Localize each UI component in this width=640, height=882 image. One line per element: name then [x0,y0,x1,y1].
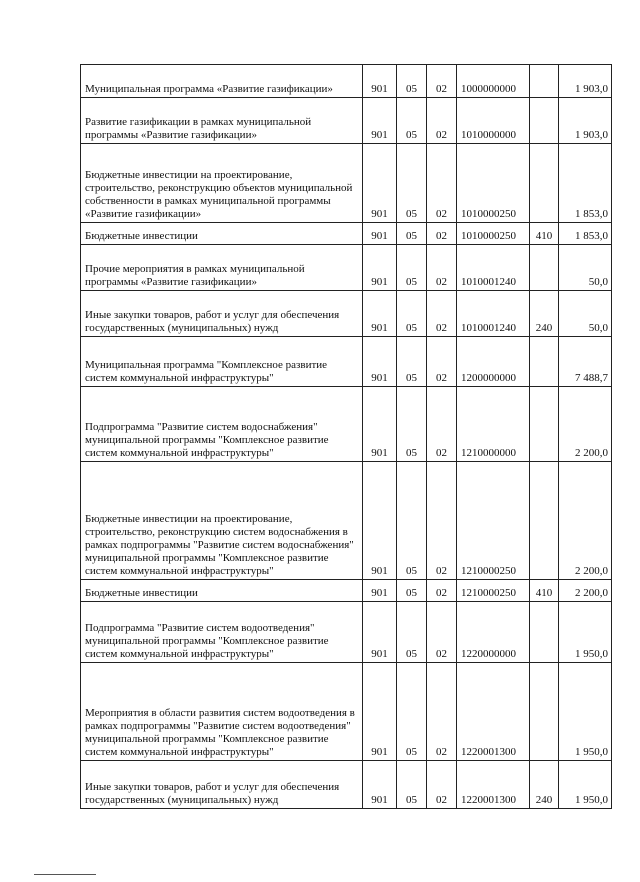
row-section: 05 [397,602,427,663]
row-section: 05 [397,245,427,291]
row-section: 05 [397,337,427,387]
row-name: Прочие мероприятия в рамках муниципальной программы «Развитие газификации» [81,245,363,291]
row-expense-type [530,98,559,144]
row-grbs: 901 [363,98,397,144]
row-target-code: 1220001300 [457,663,530,761]
row-grbs: 901 [363,663,397,761]
row-name: Мероприятия в области развития систем водоотведения в рамках подпрограммы "Развитие систем водоотведения" муниципальной программы "Комплексное развитие систем коммунальной инфраструктуры" [81,663,363,761]
row-section: 05 [397,462,427,580]
row-amount: 1 903,0 [559,98,612,144]
row-subsection: 02 [427,291,457,337]
row-expense-type [530,245,559,291]
row-target-code: 1000000000 [457,65,530,98]
row-subsection: 02 [427,663,457,761]
row-section: 05 [397,98,427,144]
row-subsection: 02 [427,580,457,602]
row-amount: 1 950,0 [559,761,612,809]
budget-table [80,64,612,809]
row-section: 05 [397,65,427,98]
row-section: 05 [397,761,427,809]
table-row [81,337,612,387]
row-section: 05 [397,387,427,462]
row-expense-type [530,65,559,98]
row-subsection: 02 [427,602,457,663]
row-target-code: 1210000250 [457,580,530,602]
table-row [81,761,612,809]
row-name: Бюджетные инвестиции [81,223,363,245]
row-name: Муниципальная программа "Комплексное развитие систем коммунальной инфраструктуры" [81,337,363,387]
row-grbs: 901 [363,65,397,98]
table-row [81,462,612,580]
row-target-code: 1210000000 [457,387,530,462]
row-expense-type [530,462,559,580]
row-target-code: 1200000000 [457,337,530,387]
table-row [81,580,612,602]
row-subsection: 02 [427,65,457,98]
row-section: 05 [397,580,427,602]
row-subsection: 02 [427,761,457,809]
row-target-code: 1210000250 [457,462,530,580]
row-target-code: 1220000000 [457,602,530,663]
row-subsection: 02 [427,223,457,245]
row-amount: 50,0 [559,291,612,337]
footnote-rule [34,874,96,875]
row-name: Бюджетные инвестиции на проектирование, строительство, реконструкцию объектов муниципальной собственности в рамках муниципальной программы «Развитие газификации» [81,144,363,223]
row-section: 05 [397,663,427,761]
row-grbs: 901 [363,337,397,387]
row-grbs: 901 [363,245,397,291]
table-row [81,602,612,663]
table-row [81,223,612,245]
row-subsection: 02 [427,337,457,387]
row-expense-type [530,663,559,761]
row-expense-type [530,602,559,663]
row-subsection: 02 [427,462,457,580]
row-target-code: 1010000250 [457,223,530,245]
table-row [81,663,612,761]
table-row [81,144,612,223]
table-row [81,245,612,291]
row-amount: 1 950,0 [559,602,612,663]
row-section: 05 [397,291,427,337]
row-amount: 2 200,0 [559,387,612,462]
row-name: Иные закупки товаров, работ и услуг для обеспечения государственных (муниципальных) нужд [81,291,363,337]
row-amount: 1 903,0 [559,65,612,98]
row-expense-type [530,144,559,223]
row-amount: 1 853,0 [559,223,612,245]
row-amount: 1 853,0 [559,144,612,223]
row-section: 05 [397,144,427,223]
row-expense-type [530,387,559,462]
row-section: 05 [397,223,427,245]
row-grbs: 901 [363,291,397,337]
row-subsection: 02 [427,245,457,291]
row-expense-type: 240 [530,761,559,809]
row-amount: 7 488,7 [559,337,612,387]
row-target-code: 1010000250 [457,144,530,223]
row-expense-type: 240 [530,291,559,337]
row-name: Муниципальная программа «Развитие газификации» [81,65,363,98]
row-target-code: 1010001240 [457,245,530,291]
table-row [81,291,612,337]
row-name: Бюджетные инвестиции [81,580,363,602]
row-name: Подпрограмма "Развитие систем водоснабжения" муниципальной программы "Комплексное развитие систем коммунальной инфраструктуры" [81,387,363,462]
row-name: Подпрограмма "Развитие систем водоотведения" муниципальной программы "Комплексное развитие систем коммунальной инфраструктуры" [81,602,363,663]
row-name: Иные закупки товаров, работ и услуг для обеспечения государственных (муниципальных) нужд [81,761,363,809]
row-name: Бюджетные инвестиции на проектирование, строительство, реконструкцию систем водоснабжения в рамках подпрограммы "Развитие систем водоснабжения" муниципальной программы "Комплексное развитие систем коммунальной инфраструктуры" [81,462,363,580]
row-subsection: 02 [427,387,457,462]
row-grbs: 901 [363,761,397,809]
row-grbs: 901 [363,144,397,223]
row-grbs: 901 [363,223,397,245]
row-grbs: 901 [363,462,397,580]
row-target-code: 1010001240 [457,291,530,337]
row-amount: 2 200,0 [559,580,612,602]
row-target-code: 1220001300 [457,761,530,809]
row-expense-type: 410 [530,223,559,245]
row-subsection: 02 [427,98,457,144]
row-grbs: 901 [363,580,397,602]
table-row [81,65,612,98]
row-name: Развитие газификации в рамках муниципальной программы «Развитие газификации» [81,98,363,144]
row-amount: 1 950,0 [559,663,612,761]
table-row [81,387,612,462]
row-target-code: 1010000000 [457,98,530,144]
row-expense-type [530,337,559,387]
row-subsection: 02 [427,144,457,223]
row-grbs: 901 [363,602,397,663]
row-amount: 50,0 [559,245,612,291]
row-amount: 2 200,0 [559,462,612,580]
row-expense-type: 410 [530,580,559,602]
table-row [81,98,612,144]
row-grbs: 901 [363,387,397,462]
